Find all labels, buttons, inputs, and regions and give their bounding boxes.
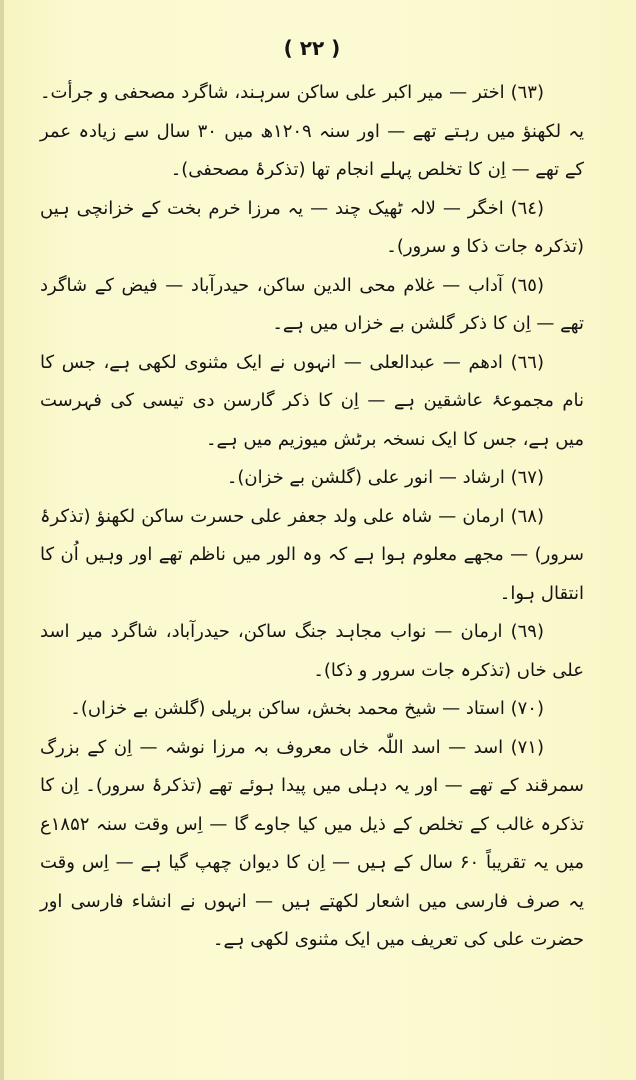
entry-69: (٦٩) ارمان — نواب مجاہد جنگ ساکن، حیدرآباد، شاگرد میر اسد علی خاں (تذکرہ جات سرور و ذکا)۔ [40, 621, 584, 681]
page-number: ( ٢٢ ) [283, 36, 341, 60]
entry-70: (٧٠) استاد — شیخ محمد بخش، ساکن بریلی (گلشن بے خزاں)۔ [70, 698, 544, 719]
page-body [40, 74, 584, 960]
entry-63: (٦٣) اختر — میر اکبر علی ساکن سرہند، شاگرد مصحفی و جرأت۔ یہ لکھنؤ میں رہتے تھے — اور سنہ ۱۲۰۹ھ میں ۳۰ سال سے زیادہ عمر کے تھے — اِن کا تخلص پہلے انجام تھا (تذکرۂ مصحفی)۔ [40, 82, 584, 180]
entry-66: (٦٦) ادھم — عبدالعلی — انہوں نے ایک مثنوی لکھی ہے، جس کا نام مجموعۂ عاشقین ہے — اِن کا ذکر گارسن دی تیسی کی فہرست میں ہے، جس کا ایک نسخہ برٹش میوزیم میں ہے۔ [40, 351, 584, 450]
entry-71: (٧١) اسد — اسد اللّٰہ خاں معروف بہ مرزا نوشہ — اِن کے بزرگ سمرقند کے تھے — اور یہ دہلی میں پیدا ہوئے تھے (تذکرۂ سرور)۔ اِن کا تذکرہ غالب کے تخلص کے ذیل میں کیا جاوے گا — اِس وقت سنہ ۱۸۵۲ع میں یہ تقریباً ۶۰ سال کے ہیں — اِن کا دیوان چھپ گیا ہے — اِس وقت یہ صرف فارسی میں اشعار لکھتے ہیں — انہوں نے انشاء فارسی اور حضرت علی کی تعریف میں ایک مثنوی لکھی ہے۔ [40, 736, 584, 950]
entry-64: (٦٤) اخگر — لالہ ٹھیک چند — یہ مرزا خرم بخت کے خزانچی ہیں (تذکرہ جات ذکا و سرور)۔ [40, 197, 584, 257]
entry-65: (٦٥) آداب — غلام محی الدین ساکن، حیدرآباد — فیض کے شاگرد تھے — اِن کا ذکر گلشن بے خزاں میں ہے۔ [40, 274, 584, 334]
entry-68: (٦٨) ارمان — شاہ علی ولد جعفر علی حسرت ساکن لکھنؤ (تذکرۂ سرور) — مجھے معلوم ہوا ہے کہ وہ الور میں ناظم تھے اور وہیں اُن کا انتقال ہوا۔ [40, 505, 584, 604]
entry-67: (٦٧) ارشاد — انور علی (گلشن بے خزان)۔ [226, 467, 544, 488]
